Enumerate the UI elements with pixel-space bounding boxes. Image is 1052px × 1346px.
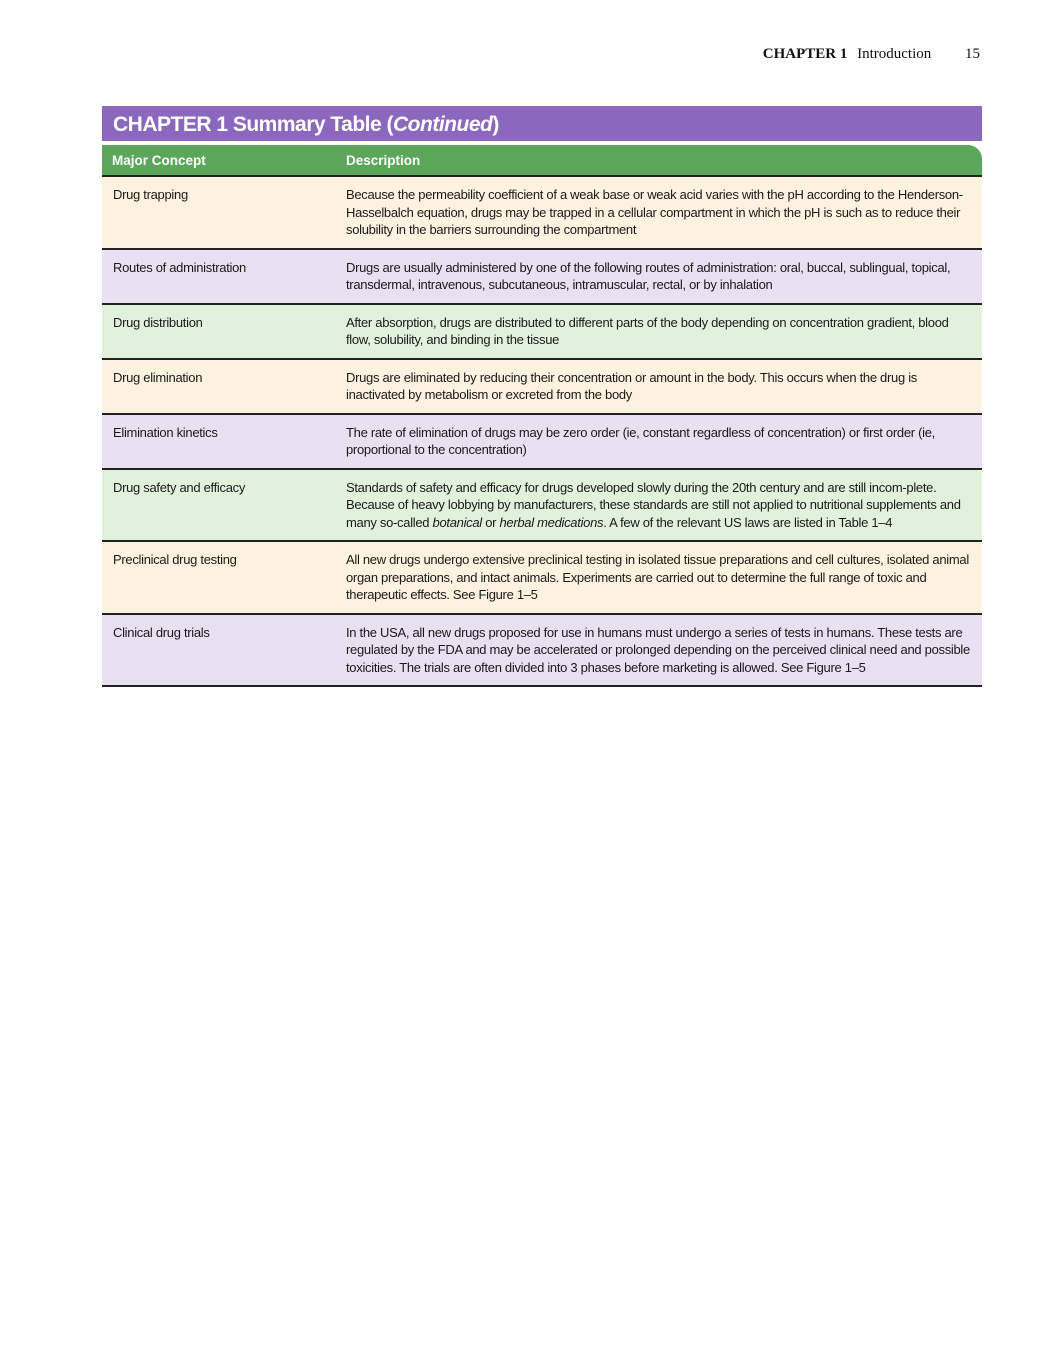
description-cell: After absorption, drugs are distributed to different parts of the body depending on concentration gradient, blood flow, solubility, and binding in the tissue <box>336 304 982 359</box>
concept-cell: Drug trapping <box>102 176 336 249</box>
description-cell: Drugs are usually administered by one of the following routes of administration: oral, buccal, sublingual, topical, transdermal, intravenous, subcutaneous, intramuscular, rectal, or by inhalation <box>336 249 982 304</box>
chapter-label: CHAPTER 1 <box>762 46 848 62</box>
concept-cell: Drug distribution <box>102 304 336 359</box>
running-header <box>763 46 980 63</box>
table-row <box>102 304 982 359</box>
table-row <box>102 176 982 249</box>
table-row <box>102 414 982 469</box>
concept-cell: Drug elimination <box>102 359 336 414</box>
table-header-row <box>102 145 982 176</box>
concept-cell: Preclinical drug testing <box>102 541 336 614</box>
concept-table <box>102 145 982 687</box>
table-row <box>102 359 982 414</box>
description-cell: In the USA, all new drugs proposed for use in humans must undergo a series of tests in humans. These tests are regulated by the FDA and may be accelerated or prolonged depending on the perceived clinical need and possible toxicities. The trials are often divided into 3 phases before marketing is allowed. See Figure 1–5 <box>336 614 982 687</box>
concept-cell: Elimination kinetics <box>102 414 336 469</box>
description-cell: The rate of elimination of drugs may be zero order (ie, constant regardless of concentration) or first order (ie, proportional to the concentration) <box>336 414 982 469</box>
section-label: Introduction <box>857 46 932 62</box>
description-cell: Standards of safety and efficacy for drugs developed slowly during the 20th century and are still incom-plete. Because of heavy lobbying by manufacturers, these standards are still not applied to nutritional supplements and many so-called botanical or herbal medications. A few of the relevant US laws are listed in Table 1–4 <box>336 469 982 542</box>
summary-table <box>102 106 982 687</box>
description-cell: All new drugs undergo extensive preclinical testing in isolated tissue preparations and cell cultures, isolated animal organ preparations, and intact animals. Experiments are carried out to determine the full range of toxic and therapeutic effects. See Figure 1–5 <box>336 541 982 614</box>
table-row <box>102 614 982 687</box>
column-header-major-concept: Major Concept <box>102 145 336 176</box>
concept-cell: Clinical drug trials <box>102 614 336 687</box>
table-row <box>102 249 982 304</box>
column-header-description: Description <box>336 145 982 176</box>
concept-cell: Routes of administration <box>102 249 336 304</box>
table-row <box>102 469 982 542</box>
page-number: 15 <box>965 46 980 62</box>
table-row <box>102 541 982 614</box>
concept-cell: Drug safety and efficacy <box>102 469 336 542</box>
table-title: CHAPTER 1 Summary Table (Continued) <box>102 106 982 141</box>
description-cell: Because the permeability coefficient of a weak base or weak acid varies with the pH according to the Henderson-Hasselbalch equation, drugs may be trapped in a cellular compartment in which the pH is such as to reduce their solubility in the barriers surrounding the compartment <box>336 176 982 249</box>
description-cell: Drugs are eliminated by reducing their concentration or amount in the body. This occurs when the drug is inactivated by metabolism or excreted from the body <box>336 359 982 414</box>
